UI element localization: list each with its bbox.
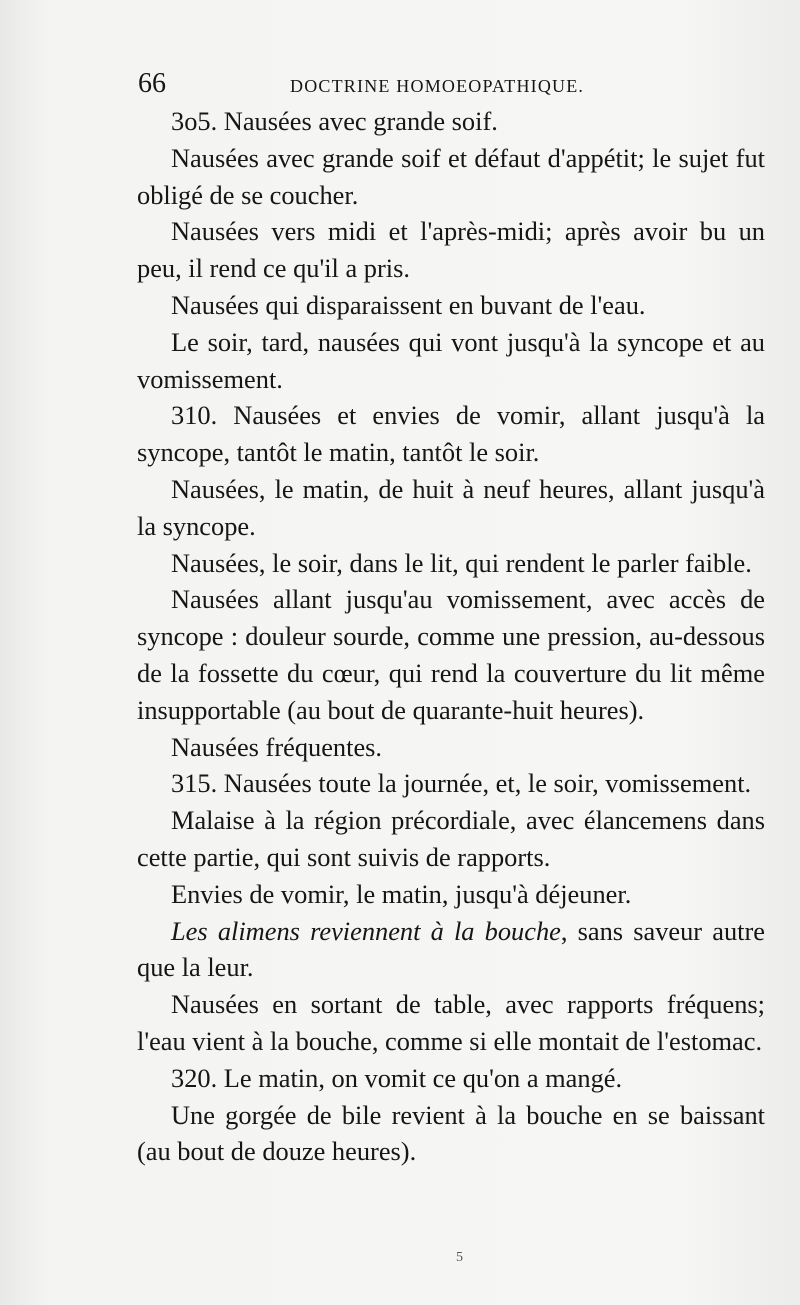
paragraph: Nausées allant jusqu'au vomissement, avec accès de syncope : douleur sourde, comme une pression, au-dessous de la fossette du cœur, qui rend la couverture du lit même insupportable (au bout de quarante-huit heures). (137, 584, 765, 725)
italic-phrase: Les alimens reviennent à la bouche (171, 915, 561, 946)
running-title: DOCTRINE HOMOEOPATHIQUE. (290, 76, 585, 96)
paragraph: Nausées, le soir, dans le lit, qui rendent le parler faible. (171, 547, 752, 578)
paragraph: Nausées vers midi et l'après-midi; après avoir bu un peu, il rend ce qu'il a pris. (137, 216, 765, 284)
paragraph: Nausées, le matin, de huit à neuf heures, allant jusqu'à la syncope. (137, 473, 765, 541)
paragraph: Malaise à la région précordiale, avec élancemens dans cette partie, qui sont suivis de rapports. (137, 805, 765, 872)
paragraph-315: 315. Nausées toute la journée, et, le soir, vomissement. (171, 768, 752, 799)
page-number: 66 (138, 68, 166, 99)
paragraph-320: 320. Le matin, on vomit ce qu'on a mangé. (171, 1062, 623, 1093)
paragraph-rest: , sans saveur autre que la leur. (137, 915, 765, 983)
paragraph: Une gorgée de bile revient à la bouche en se baissant (au bout de douze heures). (137, 1099, 765, 1167)
paragraph: Le soir, tard, nausées qui vont jusqu'à la syncope et au vomissement. (137, 326, 765, 394)
paragraph: Envies de vomir, le matin, jusqu'à déjeuner. (171, 878, 632, 909)
page-header (138, 66, 778, 106)
paragraph: Nausées avec grande soif et défaut d'appétit; le sujet fut obligé de se coucher. (137, 142, 765, 210)
paragraph: Nausées en sortant de table, avec rapports fréquens; l'eau vient à la bouche, comme si elle montait de l'estomac. (137, 989, 765, 1056)
page-body (137, 103, 765, 1170)
paragraph: Nausées fréquentes. (171, 731, 383, 762)
paragraph: Nausées qui disparaissent en buvant de l'eau. (171, 289, 646, 320)
paragraph (137, 913, 765, 987)
paragraph-310: 310. Nausées et envies de vomir, allant jusqu'à la syncope, tantôt le matin, tantôt le soir. (137, 400, 765, 468)
signature-mark: 5 (456, 1250, 463, 1265)
paragraph-305: 3o5. Nausées avec grande soif. (171, 106, 498, 136)
